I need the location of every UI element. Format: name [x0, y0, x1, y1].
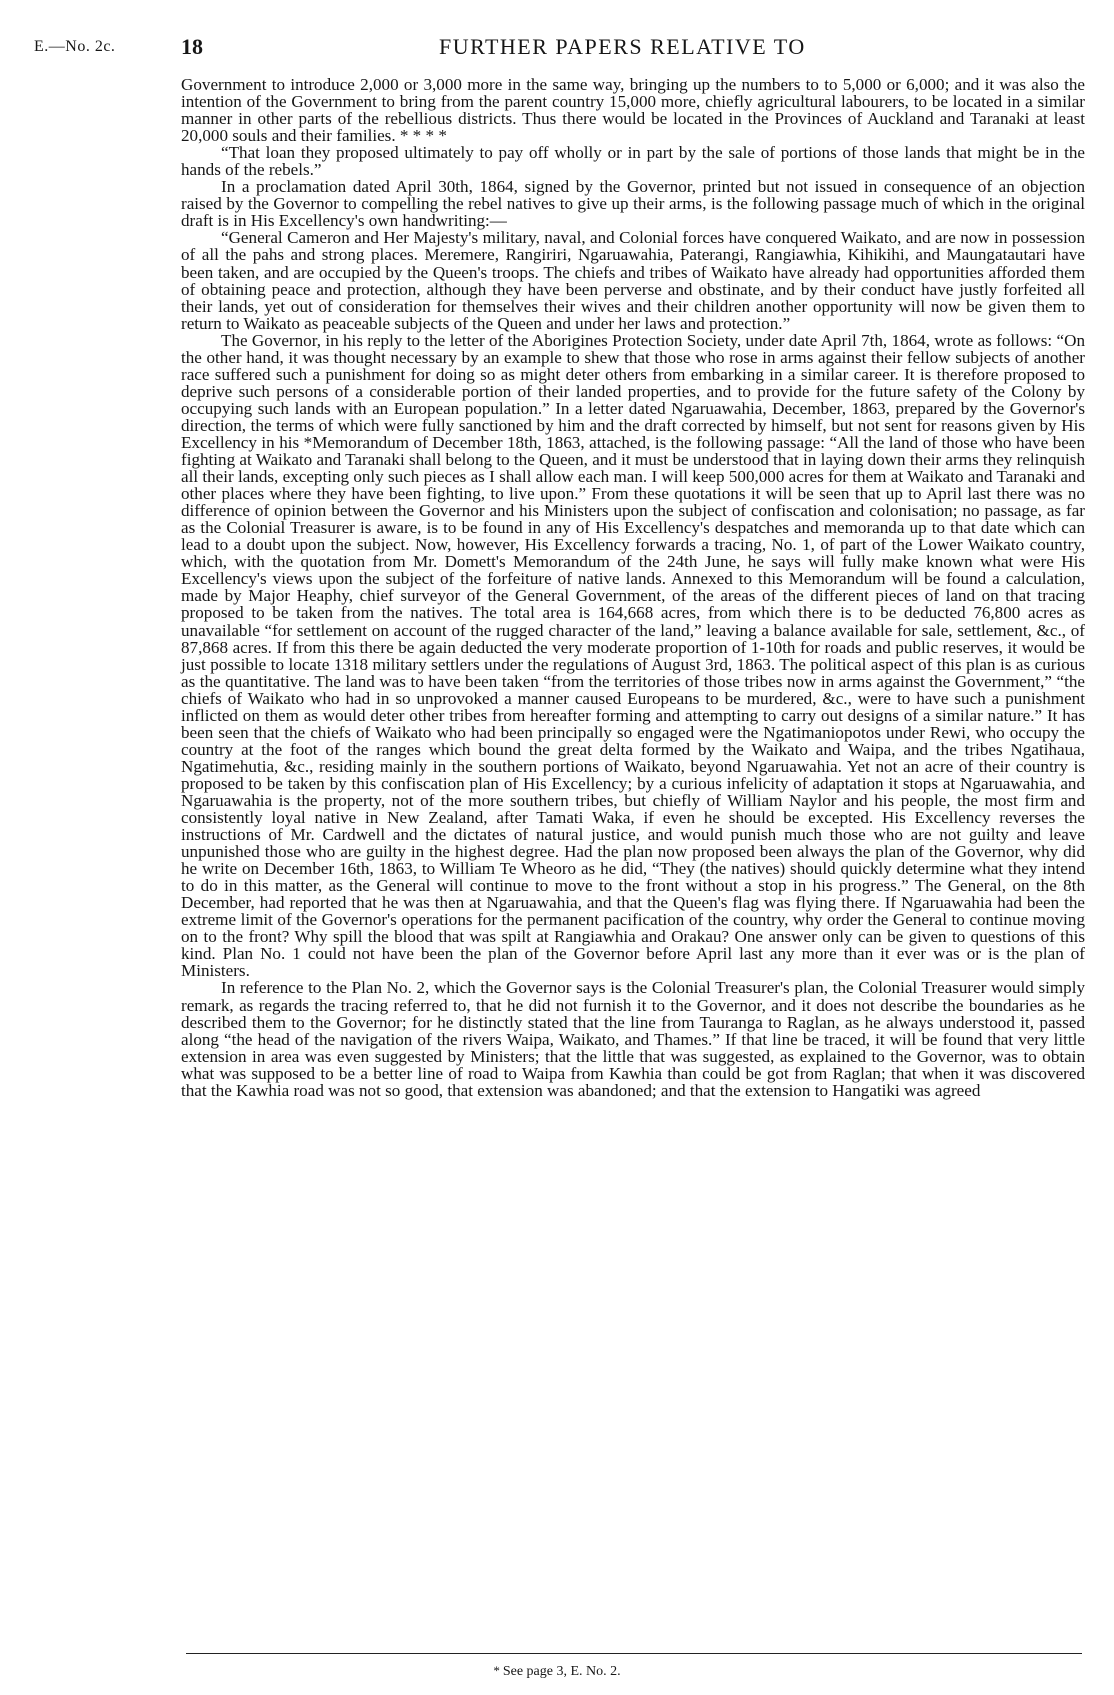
page-number: 18 [181, 34, 203, 59]
footnote-marker: * [493, 1663, 500, 1678]
footnote-rule [186, 1653, 1082, 1654]
page-header [34, 34, 1084, 64]
paragraph: The Governor, in his reply to the letter of the Aborigines Protection Society, under date April 7th, 1864, wrote as follows: “On the other hand, it was thought necessary by an example to shew that those who rose in arms against their fellow subjects of another race suffered such a punishment for doing so as might deter others from embarking in a similar career. It is therefore proposed to deprive such persons of a considerable portion of their landed properties, and to provide for the future safety of the Colony by occupying such lands with an European population.” In a letter dated Ngaruawahia, December, 1863, prepared by the Governor's direction, the terms of which were fully sanctioned by him and the draft corrected by himself, but not sent for reasons given by His Excellency in his *Memorandum of December 18th, 1863, attached, is the following passage: “All the land of those who have been fighting at Waikato and Taranaki shall belong to the Queen, and it must be understood that in laying down their arms they relinquish all their lands, excepting only such pieces as I shall allow each man. I will keep 500,000 acres for them at Waikato and Taranaki and other places where they have been fighting, to live upon.” From these quotations it will be seen that up to April last there was no difference of opinion between the Governor and his Ministers upon the subject of confiscation and colonisation; no passage, as far as the Colonial Treasurer is aware, is to be found in any of His Excellency's despatches and memoranda up to that date which can lead to a doubt upon the subject. Now, however, His Excellency forwards a tracing, No. 1, of part of the Lower Waikato country, which, with the quotation from Mr. Domett's Memorandum of the 24th June, he says will fully make known what were His Excellency's views upon the subject of the forfeiture of native lands. Annexed to this Memorandum will be found a calculation, made by Major Heaphy, chief surveyor of the General Government, of the areas of the different pieces of land on that tracing proposed to be taken from the natives. The total area is 164,668 acres, from which there is to be deducted 76,800 acres as unavailable “for settlement on account of the rugged character of the land,” leaving a balance available for sale, settlement, &c., of 87,868 acres. If from this there be again deducted the very moderate proportion of 1-10th for roads and public reserves, it would be just possible to locate 1318 military settlers under the regulations of August 3rd, 1863. The political aspect of this plan is as curious as the quantitative. The land was to have been taken “from the territories of those tribes now in arms against the Government,” “the chiefs of Waikato who had in so unprovoked a manner caused Europeans to be murdered, &c., were to have such a punishment inflicted on them as would deter other tribes from hereafter forming and attempting to carry out designs of a similar nature.” It has been seen that the chiefs of Waikato who had been principally so engaged were the Ngatimaniopotos under Rewi, who occupy the country at the foot of the ranges which bound the great delta formed by the Waikato and Waipa, and the tribes Ngatihaua, Ngatimehutia, &c., residing mainly in the southern portions of Waikato, beyond Ngaruawahia. Yet not an acre of their country is proposed to be taken by this confiscation plan of His Excellency; by a curious infelicity of adaptation it stops at Ngaruawahia, and Ngaruawahia is the property, not of the more southern tribes, but chiefly of William Naylor and his people, the most firm and consistently loyal native in New Zealand, after Tamati Waka, if even he should be excepted. His Excellency reverses the instructions of Mr. Cardwell and the dictates of natural justice, and would punish much those who are not guilty and leave unpunished those who are guilty in the highest degree. Had the plan now proposed been always the plan of the Governor, why did he write on December 16th, 1863, to William Te Wheoro as he did, “They (the natives) should quickly determine what they intend to do in this matter, as the General will continue to move to the front without a stop in his progress.” The General, on the 8th December, had reported that he was then at Ngaruawahia, and that the Queen's flag was flying there. If Ngaruawahia had been the extreme limit of the Governor's operations for the permanent pacification of the country, why order the General to continue moving on to the front? Why spill the blood that was spilt at Rangiawhia and Orakau? One answer only can be given to questions of this kind. Plan No. 1 could not have been the plan of the Governor before April last any more than it ever was or is the plan of Ministers. [181, 330, 1085, 981]
paragraph: Government to introduce 2,000 or 3,000 more in the same way, bringing up the numbers to to 5,000 or 6,000; and it was also the intention of the Government to bring from the parent country 15,000 more, chiefly agricultural labourers, to be located in a similar manner in other parts of the rebellious districts. Thus there would be located in the Provinces of Auckland and Taranaki at least 20,000 souls and their families. * * * * [181, 75, 1085, 146]
paragraph: “General Cameron and Her Majesty's military, naval, and Colonial forces have conquered Waikato, and are now in possession of all the pahs and strong places. Meremere, Rangiriri, Ngaruawahia, Paterangi, Rangiawhia, Kihikihi, and Maungatautari have been taken, and are occupied by the Queen's troops. The chiefs and tribes of Waikato have already had opportunities afforded them of obtaining peace and protection, although they have been perverse and obstinate, and by their conduct have justly forfeited all their lands, yet out of consideration for themselves their wives and their children another opportunity will now be given them to return to Waikato as peaceable subjects of the Queen and under her laws and protection.” [181, 228, 1085, 333]
footnote [0, 1663, 1114, 1680]
document-reference: E.—No. 2c. [34, 38, 116, 55]
paragraph: In reference to the Plan No. 2, which the Governor says is the Colonial Treasurer's plan, the Colonial Treasurer would simply remark, as regards the tracing referred to, that he did not furnish it to the Governor, and it does not describe the boundaries as he described them to the Governor; for he distinctly stated that the line from Tauranga to Raglan, as he always understood it, passed along “the head of the navigation of the rivers Waipa, Waikato, and Thames.” If that line be traced, it will be found that very little extension in area was even suggested by Ministers; that the little that was suggested, as explained to the Governor, was to obtain what was supposed to be a better line of road to Waipa from Kawhia than could be got from Raglan; that when it was discovered that the Kawhia road was not so good, that extension was abandoned; and that the extension to Hangatiki was agreed [181, 978, 1085, 1100]
paragraph: “That loan they proposed ultimately to pay off wholly or in part by the sale of portions of those lands that might be in the hands of the rebels.” [181, 143, 1085, 180]
footnote-text: See page 3, E. No. 2. [502, 1664, 621, 1679]
running-title: FURTHER PAPERS RELATIVE TO [439, 34, 806, 59]
paragraph: In a proclamation dated April 30th, 1864, signed by the Governor, printed but not issued in consequence of an objection raised by the Governor to compelling the rebel natives to give up their arms, is the following passage much of which in the original draft is in His Excellency's own handwriting:— [181, 177, 1085, 231]
body-text [181, 76, 1085, 1099]
